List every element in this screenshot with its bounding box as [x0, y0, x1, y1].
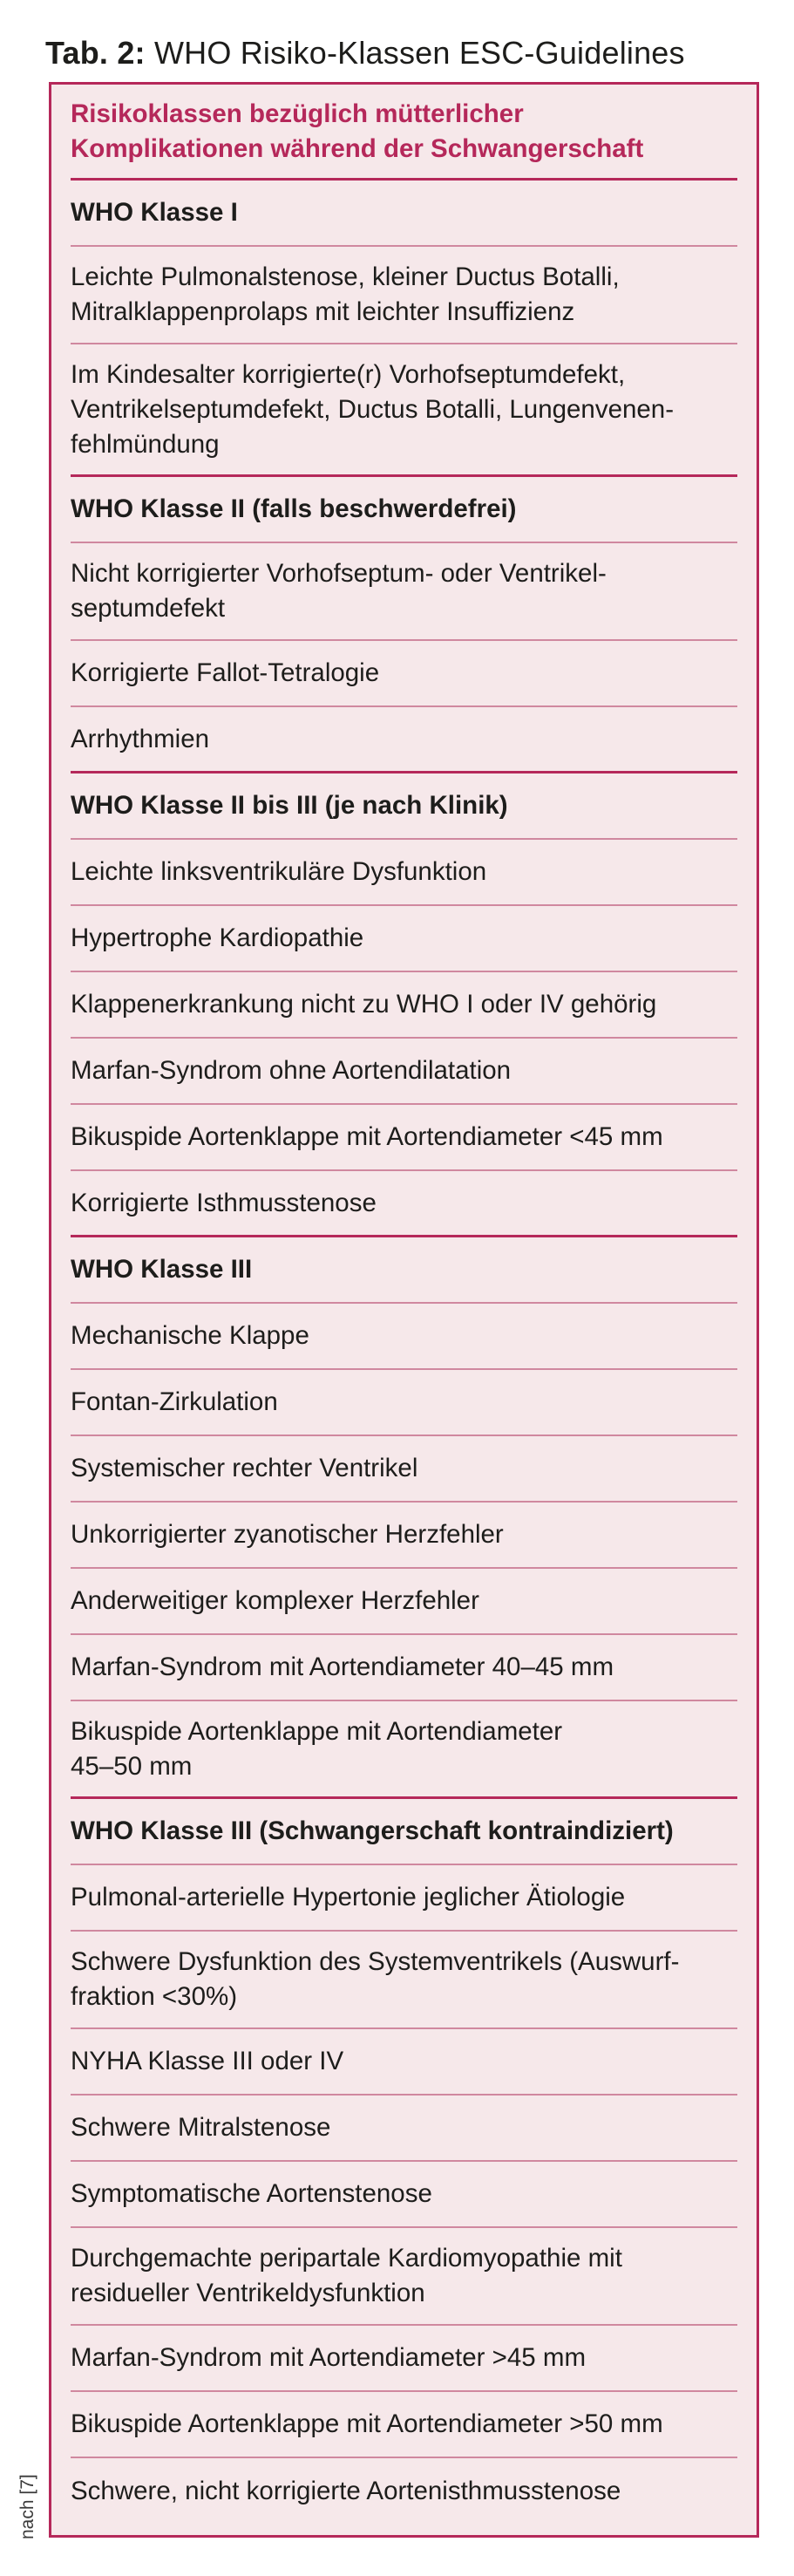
row-text: Im Kindesalter korrigierte(r) Vorhofseptumdefekt, Ventrikelseptumdefekt, Ductus Botalli, Lungenvenen- fehlmündung: [71, 359, 675, 459]
row-text: Bikuspide Aortenklappe mit Aortendiameter 45–50 mm: [71, 1716, 563, 1781]
source-note: nach [7]: [17, 2474, 37, 2539]
row-text: Schwere Mitralstenose: [71, 2113, 331, 2142]
table-row: [71, 641, 737, 707]
table-row: [71, 1701, 737, 1799]
section-row: [71, 773, 737, 840]
table-row: [71, 2228, 737, 2326]
row-text: Nicht korrigierter Vorhofseptum- oder Ventrikel- septumdefekt: [71, 559, 607, 623]
section-row: [71, 181, 737, 247]
row-text: NYHA Klasse III oder IV: [71, 2047, 344, 2075]
table-row: [71, 1932, 737, 2029]
table-row: [71, 2392, 737, 2458]
table-row: [71, 972, 737, 1039]
row-text: Mechanische Klappe: [71, 1321, 309, 1350]
table-header: [71, 85, 737, 181]
section-label: WHO Klasse I: [71, 198, 238, 227]
table-row: [71, 1304, 737, 1370]
table-rows: [71, 85, 737, 2535]
section-row: [71, 477, 737, 543]
row-text: Leichte Pulmonalstenose, kleiner Ductus Botalli, Mitralklappenprolaps mit leichter Insuffizienz: [71, 262, 620, 326]
row-text: Fontan-Zirkulation: [71, 1387, 278, 1416]
row-text: Marfan-Syndrom ohne Aortendilatation: [71, 1056, 512, 1085]
row-text: Systemischer rechter Ventrikel: [71, 1454, 418, 1482]
row-text: Arrhythmien: [71, 724, 210, 753]
row-text: Schwere, nicht korrigierte Aortenisthmusstenose: [71, 2477, 621, 2505]
table-title: [45, 33, 685, 73]
row-text: Pulmonal-arterielle Hypertonie jeglicher Ätiologie: [71, 1883, 626, 1912]
section-label: WHO Klasse III (Schwangerschaft kontraindiziert): [71, 1816, 674, 1845]
table-row: [71, 1039, 737, 1105]
table-row: [71, 840, 737, 906]
table-row: [71, 1436, 737, 1503]
table-title-text: WHO Risiko-Klassen ESC-Guidelines: [153, 35, 685, 71]
table-row: [71, 247, 737, 344]
table-row: [71, 2162, 737, 2228]
table-row: [71, 2326, 737, 2392]
table-row: [71, 2029, 737, 2096]
table-title-label: Tab. 2:: [45, 35, 146, 71]
row-text: Bikuspide Aortenklappe mit Aortendiameter >50 mm: [71, 2409, 663, 2438]
section-label: WHO Klasse II bis III (je nach Klinik): [71, 791, 508, 820]
table-row: [71, 1171, 737, 1237]
table-row: [71, 906, 737, 972]
table-row: [71, 1105, 737, 1171]
section-label: WHO Klasse II (falls beschwerdefrei): [71, 494, 517, 523]
section-row: [71, 1799, 737, 1865]
risk-class-table: [49, 82, 759, 2538]
table-row: [71, 1503, 737, 1569]
section-row: [71, 1237, 737, 1304]
row-text: Bikuspide Aortenklappe mit Aortendiameter <45 mm: [71, 1122, 663, 1151]
row-text: Anderweitiger komplexer Herzfehler: [71, 1586, 479, 1615]
table-row: [71, 2096, 737, 2162]
row-text: Korrigierte Fallot-Tetralogie: [71, 658, 380, 687]
table-row: [71, 1370, 737, 1436]
table-header-text: Risikoklassen bezüglich mütterlicher Komplikationen während der Schwangerschaft: [71, 99, 644, 163]
row-text: Marfan-Syndrom mit Aortendiameter >45 mm: [71, 2343, 587, 2372]
row-text: Schwere Dysfunktion des Systemventrikels (Auswurf- fraktion <30%): [71, 1947, 680, 2011]
row-text: Marfan-Syndrom mit Aortendiameter 40–45 mm: [71, 1653, 614, 1681]
row-text: Hypertrophe Kardiopathie: [71, 923, 364, 952]
row-text: Korrigierte Isthmusstenose: [71, 1188, 377, 1217]
row-text: Durchgemachte peripartale Kardiomyopathie mit residueller Ventrikeldysfunktion: [71, 2244, 622, 2307]
table-row: [71, 2458, 737, 2525]
row-text: Unkorrigierter zyanotischer Herzfehler: [71, 1520, 504, 1549]
table-row: [71, 1569, 737, 1635]
table-row: [71, 707, 737, 773]
section-label: WHO Klasse III: [71, 1255, 253, 1284]
row-text: Klappenerkrankung nicht zu WHO I oder IV gehörig: [71, 990, 657, 1019]
table-row: [71, 1865, 737, 1932]
row-text: Symptomatische Aortenstenose: [71, 2179, 432, 2208]
table-row: [71, 543, 737, 641]
table-row: [71, 1635, 737, 1701]
row-text: Leichte linksventrikuläre Dysfunktion: [71, 857, 487, 886]
table-row: [71, 344, 737, 477]
